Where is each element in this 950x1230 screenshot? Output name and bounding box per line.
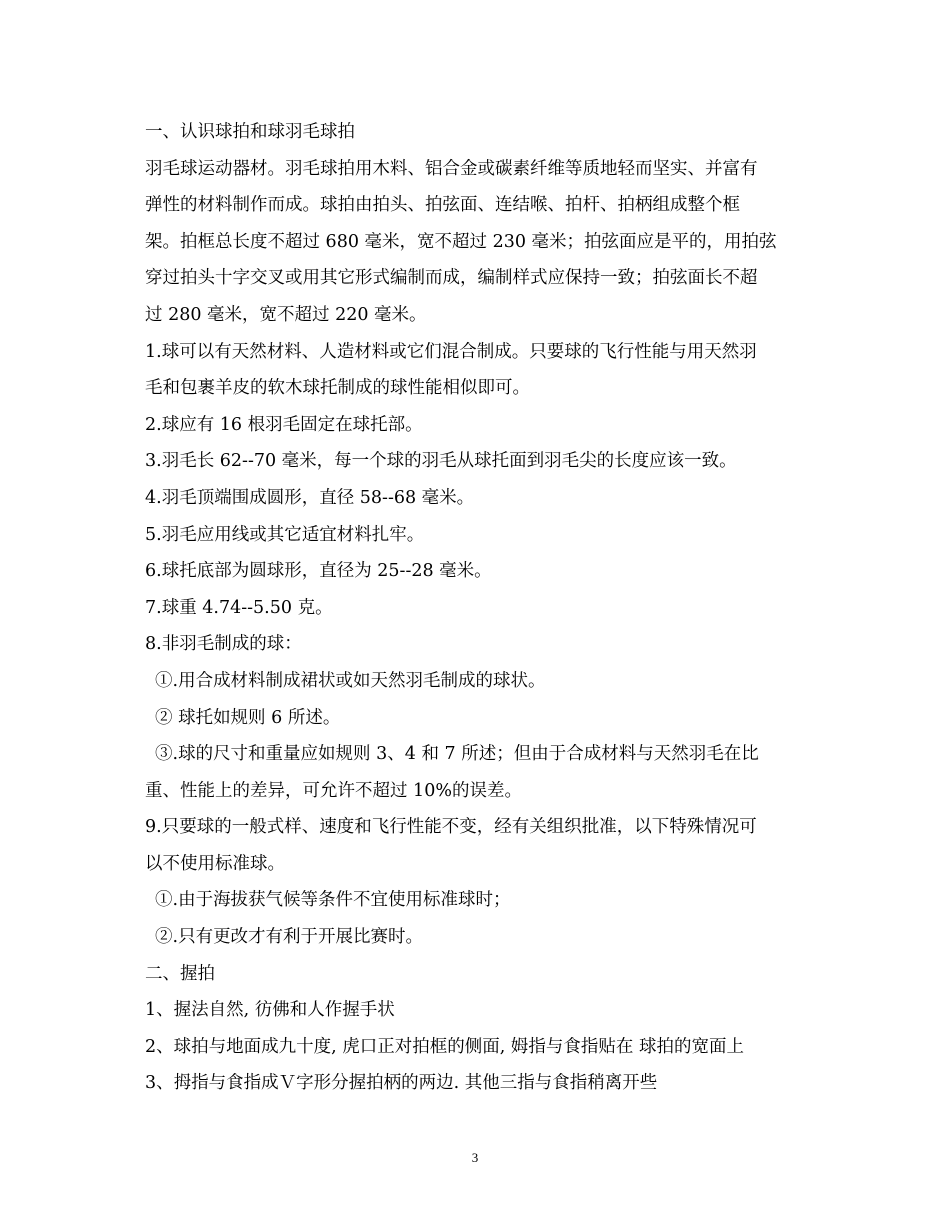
rule-item-3: 3.羽毛长 62--70 毫米，每一个球的羽毛从球托面到羽毛尖的长度应该一致。: [145, 451, 737, 472]
section-heading-rackets: 一、认识球拍和球羽毛球拍: [145, 122, 355, 142]
paragraph-line: 羽毛球运动器材。羽毛球拍用木料、铝合金或碳素纤维等质地轻而坚实、并富有: [145, 158, 758, 179]
rule-item-4: 4.羽毛顶端围成圆形，直径 58--68 毫米。: [145, 487, 475, 508]
rule-item-1: 1.球可以有天然材料、人造材料或它们混合制成。只要球的飞行性能与用天然羽: [145, 341, 757, 362]
rule-subitem: ②.只有更改才有利于开展比赛时。: [155, 927, 424, 948]
grip-step-1: 1、握法自然, 彷佛和人作握手状: [145, 1000, 395, 1021]
rule-item-2: 2.球应有 16 根羽毛固定在球托部。: [145, 414, 423, 435]
paragraph-line: 穿过拍头十字交叉或用其它形式编制而成，编制样式应保持一致；拍弦面长不超: [145, 268, 758, 289]
rule-subitem-continued: 重、性能上的差异，可允许不超过 10%的误差。: [145, 780, 522, 801]
rule-subitem: ①.由于海拔获气候等条件不宜使用标准球时；: [155, 890, 511, 911]
rule-subitem: ①.用合成材料制成裙状或如天然羽毛制成的球状。: [155, 670, 546, 691]
rule-item-5: 5.羽毛应用线或其它适宜材料扎牢。: [145, 524, 425, 545]
rule-subitem: ② 球托如规则 6 所述。: [155, 707, 341, 728]
section-heading-grip: 二、握拍: [145, 963, 215, 984]
rule-subitem: ③.球的尺寸和重量应如规则 3、4 和 7 所述；但由于合成材料与天然羽毛在比: [155, 744, 759, 765]
rule-item-1-continued: 毛和包裹羊皮的软木球托制成的球性能相似即可。: [145, 378, 530, 399]
rule-item-9: 9.只要球的一般式样、速度和飞行性能不变，经有关组织批准，以下特殊情况可: [145, 817, 757, 838]
document-body: [145, 114, 805, 1102]
paragraph-line: 过 280 毫米，宽不超过 220 毫米。: [145, 304, 427, 325]
grip-step-3: 3、拇指与食指成Ｖ字形分握拍柄的两边. 其他三指与食指稍离开些: [145, 1073, 658, 1094]
page-number: 3: [471, 1150, 479, 1165]
rule-item-8: 8.非羽毛制成的球：: [145, 634, 302, 655]
rule-item-6: 6.球托底部为圆球形，直径为 25--28 毫米。: [145, 561, 492, 582]
rule-item-9-continued: 以不使用标准球。: [145, 853, 285, 874]
paragraph-line: 弹性的材料制作而成。球拍由拍头、拍弦面、连结喉、拍杆、拍柄组成整个框: [145, 195, 740, 216]
rule-item-7: 7.球重 4.74--5.50 克。: [145, 597, 333, 618]
grip-step-2: 2、球拍与地面成九十度, 虎口正对拍框的侧面, 姆指与食指贴在 球拍的宽面上: [145, 1036, 744, 1057]
paragraph-line: 架。拍框总长度不超过 680 毫米，宽不超过 230 毫米；拍弦面应是平的，用拍弦: [145, 231, 777, 252]
